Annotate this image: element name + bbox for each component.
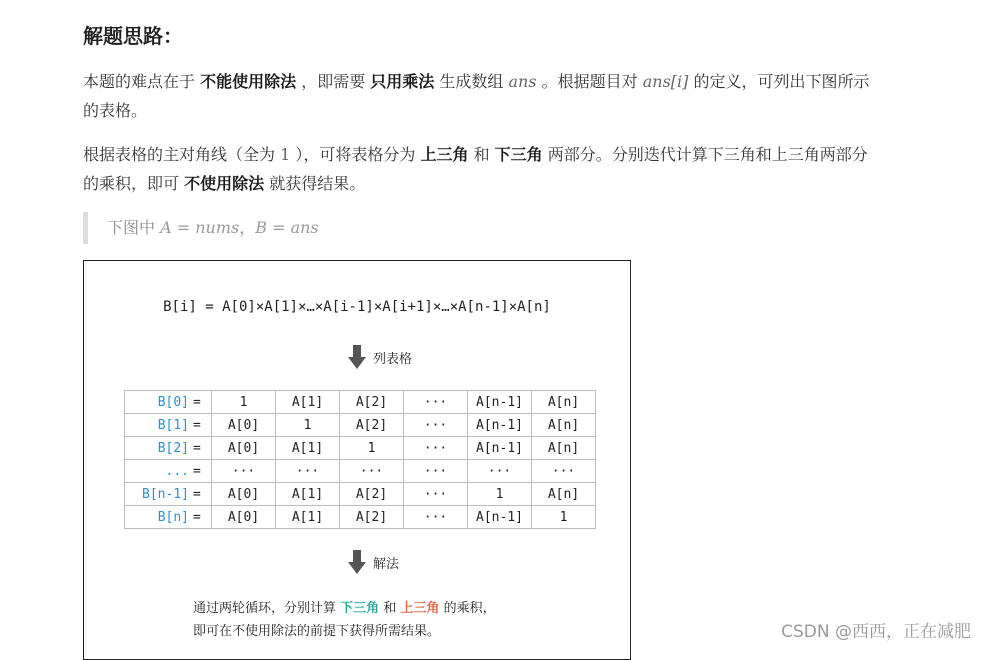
math-ans: ans [508, 72, 537, 91]
step-solution [348, 550, 399, 574]
table-cell: A[n-1] [468, 414, 532, 437]
equals-sign: = [193, 506, 212, 529]
bold-upper-triangle: 上三角 [420, 145, 469, 164]
table-cell: A[2] [340, 414, 404, 437]
row-head: B[n-1] [125, 483, 194, 506]
table-cell: A[0] [212, 483, 276, 506]
figure-note [193, 597, 496, 643]
down-arrow-icon [348, 550, 366, 574]
math-ans-i: ans[i] [642, 72, 689, 91]
row-head: B[2] [125, 437, 194, 460]
table-cell: ··· [404, 391, 468, 414]
table-cell: 1 [468, 483, 532, 506]
table-cell: A[n] [532, 391, 596, 414]
note-upper-triangle: 上三角 [400, 601, 440, 616]
table-cell: ··· [212, 460, 276, 483]
down-arrow-icon [348, 345, 366, 369]
table-row [125, 391, 596, 414]
table-cell: A[1] [276, 437, 340, 460]
table-row [125, 460, 596, 483]
paragraph-difficulty: 本题的难点在于 不能使用除法 ，即需要 只用乘法 生成数组 ans 。根据题目对 ans[i] 的定义，可列出下图所示的表格。 [83, 72, 870, 120]
note-line-1: 通过两轮循环，分别计算 下三角 和 上三角 的乘积， [193, 601, 496, 616]
row-head: B[1] [125, 414, 194, 437]
math-b-eq-ans: B = ans [255, 218, 319, 237]
table-cell: ··· [276, 460, 340, 483]
step-list-table [348, 345, 412, 369]
table-cell: 1 [340, 437, 404, 460]
table-cell: 1 [532, 506, 596, 529]
step-list-table-label: 列表格 [373, 351, 413, 367]
bold-only-multiply: 只用乘法 [370, 72, 435, 91]
math-one: 1 [280, 145, 291, 164]
bold-no-division: 不能使用除法 [200, 72, 297, 91]
table-cell: A[1] [276, 391, 340, 414]
table-cell: A[2] [340, 391, 404, 414]
csdn-watermark: CSDN @西西，正在减肥 [781, 622, 971, 642]
row-head: B[n] [125, 506, 194, 529]
equals-sign: = [193, 414, 212, 437]
table-cell: ··· [404, 460, 468, 483]
note-line-2: 即可在不使用除法的前提下获得所需结果。 [193, 624, 441, 639]
table-cell: ··· [404, 483, 468, 506]
table-cell: ··· [404, 506, 468, 529]
table-cell: A[n] [532, 414, 596, 437]
product-formula: B[i] = A[0]×A[1]×…×A[i-1]×A[i+1]×…×A[n-1]×A[n] [163, 299, 551, 315]
table-cell: A[0] [212, 414, 276, 437]
row-head: ... [125, 460, 194, 483]
step-solution-label: 解法 [373, 556, 400, 572]
table-cell: 1 [212, 391, 276, 414]
table-cell: A[n-1] [468, 506, 532, 529]
math-a-eq-nums: A = nums [160, 218, 240, 237]
table-cell: A[0] [212, 437, 276, 460]
table-cell: ··· [404, 437, 468, 460]
table-cell: A[n-1] [468, 437, 532, 460]
table-row [125, 437, 596, 460]
equals-sign: = [193, 460, 212, 483]
table-row [125, 506, 596, 529]
table-cell: A[n] [532, 437, 596, 460]
equals-sign: = [193, 391, 212, 414]
table-row [125, 414, 596, 437]
table-row [125, 483, 596, 506]
table-cell: A[2] [340, 483, 404, 506]
bold-lower-triangle: 下三角 [494, 145, 543, 164]
table-cell: A[1] [276, 483, 340, 506]
table-cell: ··· [468, 460, 532, 483]
equals-sign: = [193, 437, 212, 460]
table-cell: A[0] [212, 506, 276, 529]
blockquote-note: 下图中 A = nums，B = ans [83, 212, 319, 244]
table-cell: ··· [404, 414, 468, 437]
equals-sign: = [193, 483, 212, 506]
table-cell: ··· [340, 460, 404, 483]
bold-no-division-2: 不使用除法 [184, 174, 265, 193]
table-cell: ··· [532, 460, 596, 483]
table-cell: A[n] [532, 483, 596, 506]
table-cell: 1 [276, 414, 340, 437]
explanation-figure [83, 260, 631, 660]
section-heading: 解题思路： [83, 24, 183, 48]
table-cell: A[1] [276, 506, 340, 529]
paragraph-diagonal: 根据表格的主对角线（全为 1 ），可将表格分为 上三角 和 下三角 两部分。分别迭代计算下三角和上三角两部分的乘积，即可 不使用除法 就获得结果。 [83, 145, 868, 193]
note-lower-triangle: 下三角 [340, 601, 380, 616]
product-table [124, 390, 596, 529]
table-cell: A[n-1] [468, 391, 532, 414]
row-head: B[0] [125, 391, 194, 414]
table-cell: A[2] [340, 506, 404, 529]
